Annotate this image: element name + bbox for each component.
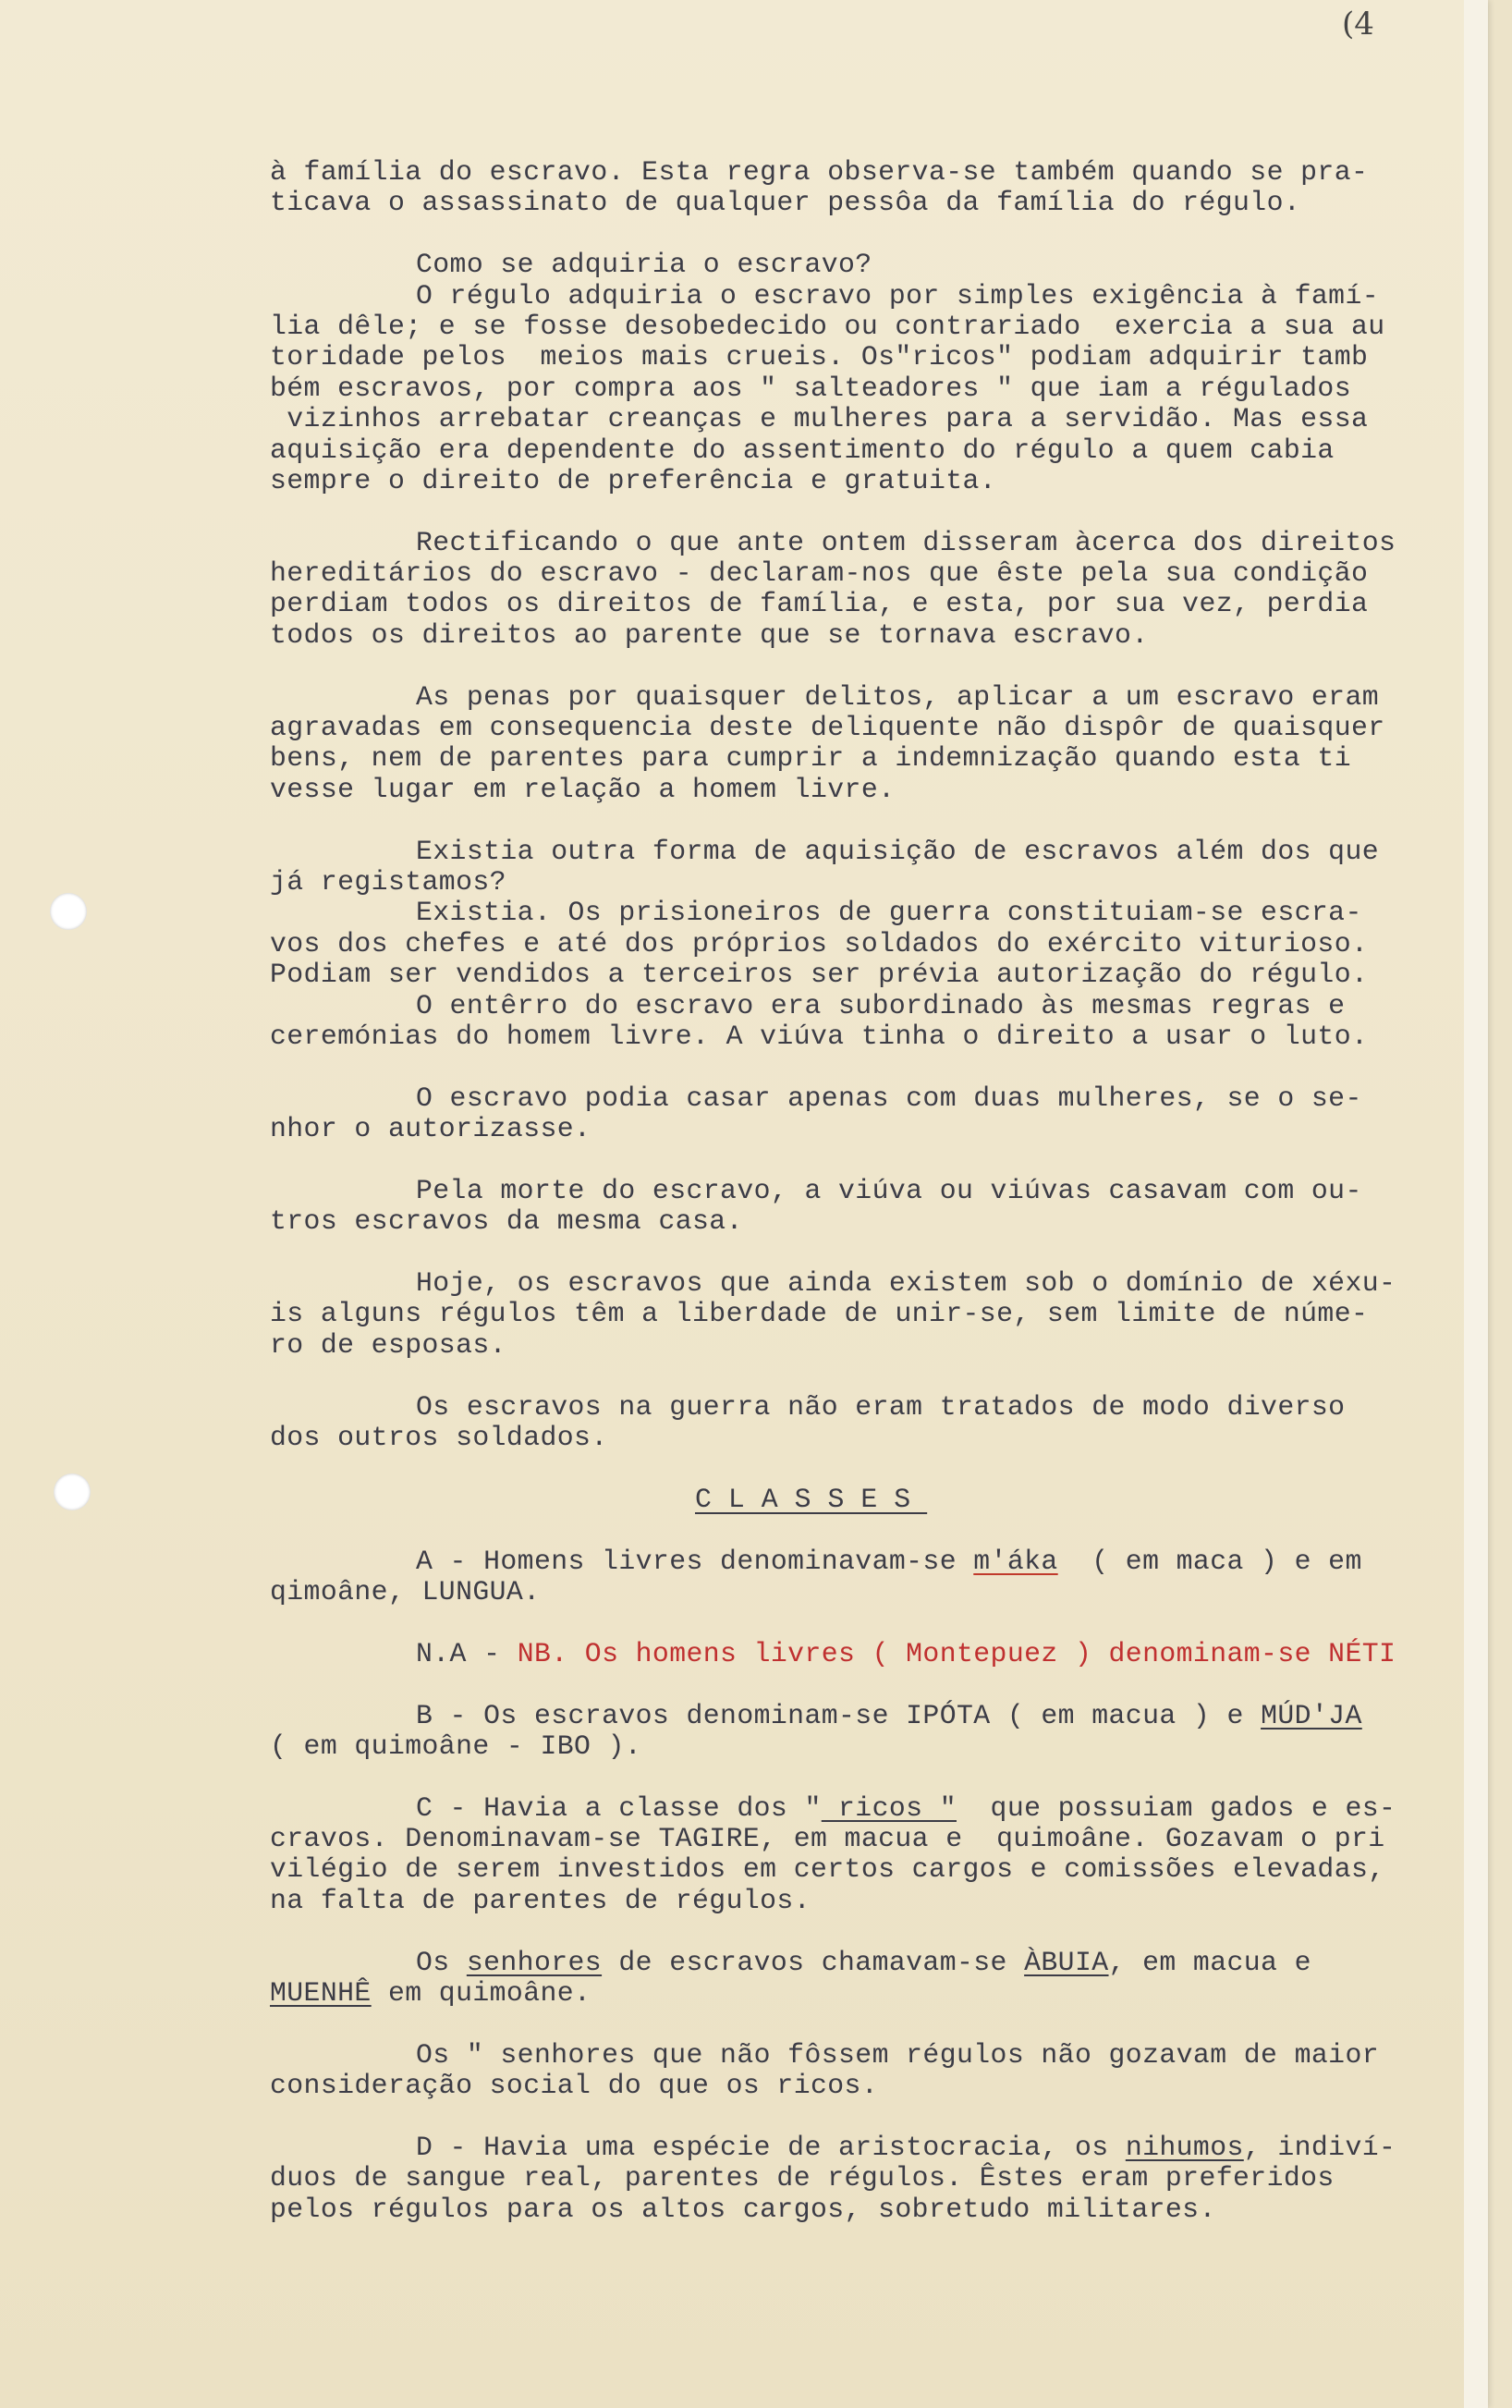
- text-span: B - Os escravos denominam-se IPÓTA ( em macua ) e: [416, 1699, 1262, 1731]
- text-line: ro de esposas.: [270, 1328, 506, 1361]
- term-ricos: ricos ": [821, 1791, 957, 1824]
- text-line: perdiam todos os direitos de família, e esta, por sua vez, perdia: [270, 588, 1369, 620]
- text-line: agravadas em consequencia deste deliquente não dispôr de quaisquer: [270, 712, 1385, 744]
- text-line: bém escravos, por compra aos " salteadores " que iam a régulados: [270, 372, 1351, 404]
- text-line: já registamos?: [270, 865, 506, 898]
- text-line: Os " senhores que não fôssem régulos não gozavam de maior: [416, 2038, 1380, 2071]
- text-line: vilégio de serem investidos em certos cargos e comissões elevadas,: [270, 1853, 1385, 1886]
- text-span: A - Homens livres denominavam-se: [416, 1545, 974, 1577]
- text-line: Rectificando o que ante ontem disseram àcerca dos direitos: [416, 526, 1396, 558]
- text-line: ticava o assassinato de qualquer pessôa da família do régulo.: [270, 187, 1301, 219]
- text-line: Existia. Os prisioneiros de guerra constituiam-se escra-: [416, 897, 1362, 929]
- text-line: [270, 1978, 1471, 2009]
- text-line: is alguns régulos têm a liberdade de unir-se, sem limite de núme-: [270, 1298, 1369, 1330]
- text-span: Os: [416, 1946, 467, 1978]
- text-line: nhor o autorizasse.: [270, 1113, 591, 1145]
- text-line: Podiam ser vendidos a terceiros ser prévia autorização do régulo.: [270, 959, 1369, 991]
- text-line: duos de sangue real, parentes de régulos. Êstes eram preferidos: [270, 2162, 1335, 2194]
- text-line: vesse lugar em relação a homem livre.: [270, 773, 896, 805]
- text-line: O escravo podia casar apenas com duas mulheres, se o se-: [416, 1082, 1362, 1114]
- text-line: hereditários do escravo - declaram-nos que êste pela sua condição: [270, 557, 1369, 590]
- punch-hole-upper: [50, 893, 87, 930]
- section-heading: CLASSES: [695, 1483, 928, 1515]
- text-span: em quimoâne.: [371, 1977, 591, 2010]
- text-span: D - Havia uma espécie de aristocracia, os: [416, 2132, 1126, 2163]
- text-line: Os escravos na guerra não eram tratados de modo diverso: [416, 1390, 1346, 1423]
- typed-text-body: [270, 157, 1471, 2225]
- text-line: pelos régulos para os altos cargos, sobretudo militares.: [270, 2193, 1216, 2225]
- red-note: NB. Os homens livres ( Montepuez ) denominam-se NÉTI: [517, 1637, 1396, 1669]
- text-line: todos os direitos ao parente que se tornava escravo.: [270, 618, 1149, 651]
- text-span: ( em maca ) e em: [1057, 1545, 1362, 1577]
- text-line: dos outros soldados.: [270, 1422, 608, 1454]
- text-line: toridade pelos meios mais crueis. Os"ricos" podiam adquirir tamb: [270, 341, 1369, 373]
- page-number: (4: [1342, 6, 1374, 43]
- term-mudja: MÚD'JA: [1261, 1699, 1362, 1731]
- term-nihumos: nihumos: [1125, 2132, 1244, 2163]
- text-line: ceremónias do homem livre. A viúva tinha o direito a usar o luto.: [270, 1020, 1369, 1052]
- text-line: [270, 2133, 1471, 2163]
- text-line: sempre o direito de preferência e gratuita.: [270, 464, 997, 496]
- text-line: O entêrro do escravo era subordinado às mesmas regras e: [416, 989, 1346, 1021]
- text-line: [270, 1948, 1471, 1978]
- text-line: vizinhos arrebatar creanças e mulheres para a servidão. Mas essa: [270, 403, 1369, 435]
- text-span: , indiví-: [1243, 2132, 1396, 2163]
- text-line: Como se adquiria o escravo?: [416, 249, 872, 281]
- text-line: ( em quimoâne - IBO ).: [270, 1730, 642, 1762]
- text-line: Pela morte do escravo, a viúva ou viúvas casavam com ou-: [416, 1174, 1362, 1206]
- text-line: As penas por quaisquer delitos, aplicar a um escravo eram: [416, 680, 1380, 713]
- text-line: à família do escravo. Esta regra observa-se também quando se pra-: [270, 156, 1369, 188]
- text-line: [270, 1701, 1471, 1731]
- text-line: [270, 1546, 1471, 1577]
- text-span: C - Havia a classe dos ": [416, 1791, 822, 1824]
- term-abuia: ÀBUIA: [1024, 1946, 1109, 1978]
- text-line: consideração social do que os ricos.: [270, 2070, 879, 2102]
- term-muenhe: MUENHÊ: [270, 1977, 372, 2010]
- term-senhores: senhores: [466, 1946, 603, 1978]
- term-maka: m'áka: [973, 1545, 1058, 1577]
- text-line: [270, 1639, 1471, 1669]
- text-line: tros escravos da mesma casa.: [270, 1205, 743, 1238]
- text-line: aquisição era dependente do assentimento do régulo a quem cabia: [270, 434, 1335, 466]
- text-line: Existia outra forma de aquisição de escravos além dos que: [416, 835, 1380, 867]
- text-span: que possuiam gados e es-: [957, 1791, 1396, 1824]
- text-line: O régulo adquiria o escravo por simples exigência à famí-: [416, 279, 1380, 312]
- text-line: bens, nem de parentes para cumprir a indemnização quando esta ti: [270, 742, 1351, 775]
- text-line: Hoje, os escravos que ainda existem sob o domínio de xéxu-: [416, 1267, 1396, 1300]
- text-line: vos dos chefes e até dos próprios soldados do exército viturioso.: [270, 927, 1369, 960]
- text-line: qimoâne, LUNGUA.: [270, 1575, 541, 1607]
- text-line: na falta de parentes de régulos.: [270, 1884, 811, 1916]
- text-line: lia dêle; e se fosse desobedecido ou contrariado exercia a sua au: [270, 310, 1385, 342]
- punch-hole-lower: [54, 1473, 91, 1510]
- text-line: [270, 1793, 1471, 1824]
- text-span: N.A -: [416, 1637, 518, 1669]
- text-span: de escravos chamavam-se: [602, 1946, 1025, 1978]
- text-span: , em macua e: [1108, 1946, 1311, 1978]
- text-line: cravos. Denominavam-se TAGIRE, em macua e quimoâne. Gozavam o pri: [270, 1823, 1385, 1855]
